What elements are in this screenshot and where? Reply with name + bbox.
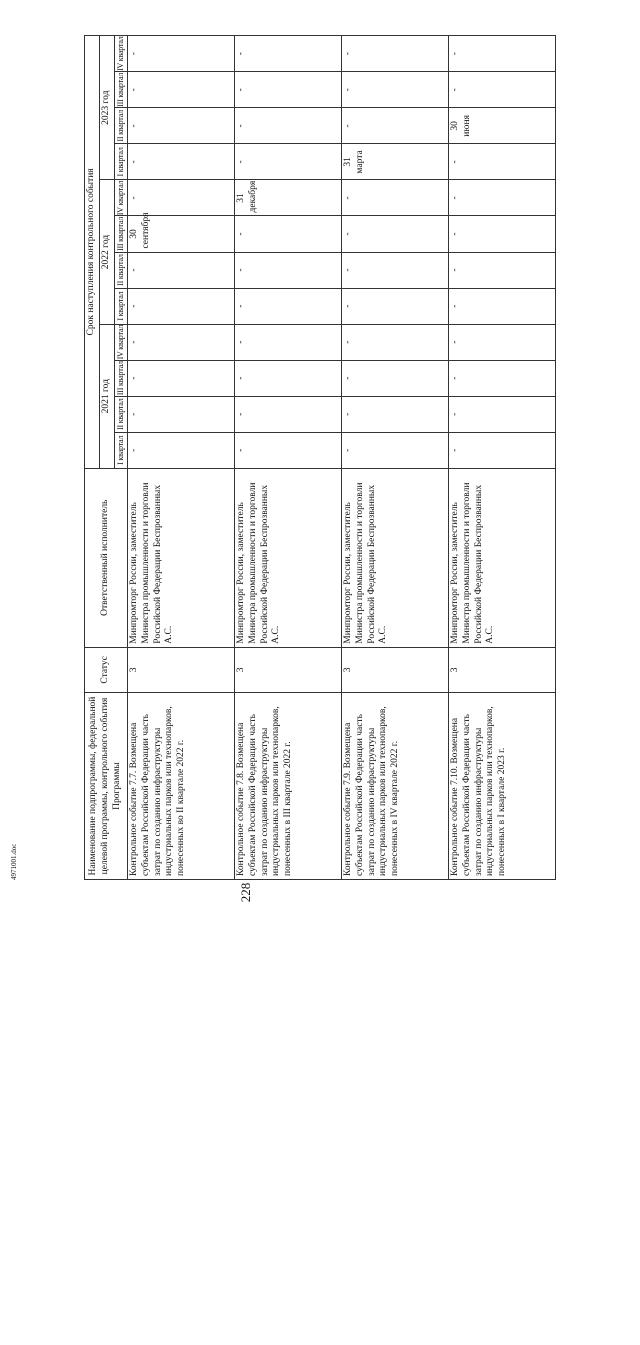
header-quarter: I квартал bbox=[114, 144, 127, 180]
table-row bbox=[234, 36, 341, 880]
event-name-cell: Контрольное событие 7.8. Возмещена субъектам Российской Федерации часть затрат по созданию инфраструктуры индустриальных парков или технопарков, понесенных в III квартале 2022 г. bbox=[234, 693, 341, 880]
page-number: 228 bbox=[238, 882, 253, 903]
deadline-cell: - bbox=[341, 216, 448, 252]
responsible-cell: Минпромторг России, заместитель Министра промышленности и торговли Российской Федерации Беспрозванных А.С. bbox=[127, 468, 234, 647]
deadline-cell: - bbox=[341, 288, 448, 324]
header-quarter: I квартал bbox=[114, 432, 127, 468]
deadline-cell: - bbox=[234, 36, 341, 72]
footer-code: 4971001.doc bbox=[10, 843, 18, 880]
deadline-cell: - bbox=[341, 396, 448, 432]
deadline-cell: - bbox=[234, 216, 341, 252]
deadline-cell: - bbox=[448, 180, 555, 216]
deadline-cell: - bbox=[234, 396, 341, 432]
deadline-cell: - bbox=[127, 144, 234, 180]
header-quarter: IV квартал bbox=[114, 180, 127, 216]
deadline-cell: - bbox=[448, 360, 555, 396]
deadline-cell: - bbox=[448, 288, 555, 324]
header-quarter: III квартал bbox=[114, 360, 127, 396]
header-quarter: I квартал bbox=[114, 288, 127, 324]
deadline-cell: - bbox=[127, 360, 234, 396]
deadline-cell: - bbox=[448, 216, 555, 252]
deadline-cell: - bbox=[127, 432, 234, 468]
deadline-cell: 31 марта bbox=[341, 144, 448, 180]
header-status: Статус bbox=[85, 647, 128, 692]
deadline-cell: - bbox=[341, 36, 448, 72]
status-cell: 3 bbox=[341, 647, 448, 692]
deadline-cell: - bbox=[448, 396, 555, 432]
deadline-cell: - bbox=[234, 252, 341, 288]
header-quarter: II квартал bbox=[114, 108, 127, 144]
header-quarter: III квартал bbox=[114, 216, 127, 252]
deadline-cell: 30 сентября bbox=[127, 216, 234, 252]
deadline-cell: - bbox=[234, 144, 341, 180]
deadline-cell: - bbox=[127, 396, 234, 432]
deadline-cell: - bbox=[341, 108, 448, 144]
header-year-2021: 2021 год bbox=[99, 324, 114, 468]
deadline-cell: - bbox=[234, 108, 341, 144]
event-name-cell: Контрольное событие 7.9. Возмещена субъектам Российской Федерации часть затрат по созданию инфраструктуры индустриальных парков или технопарков, понесенных в IV квартале 2022 г. bbox=[341, 693, 448, 880]
deadline-cell: - bbox=[448, 324, 555, 360]
header-responsible: Ответственный исполнитель bbox=[85, 468, 128, 647]
deadline-cell: - bbox=[234, 324, 341, 360]
deadline-cell: - bbox=[234, 360, 341, 396]
table-row bbox=[127, 36, 234, 880]
table-row bbox=[341, 36, 448, 880]
document-sheet bbox=[84, 35, 554, 880]
event-name-cell: Контрольное событие 7.10. Возмещена субъектам Российской Федерации часть затрат по созданию инфраструктуры индустриальных парков или технопарков, понесенных в I квартале 2023 г. bbox=[448, 693, 555, 880]
deadline-cell: 30 июня bbox=[448, 108, 555, 144]
deadline-cell: - bbox=[341, 432, 448, 468]
responsible-cell: Минпромторг России, заместитель Министра промышленности и торговли Российской Федерации Беспрозванных А.С. bbox=[448, 468, 555, 647]
deadline-cell: 31 декабря bbox=[234, 180, 341, 216]
deadline-cell: - bbox=[234, 72, 341, 108]
deadline-cell: - bbox=[448, 432, 555, 468]
deadline-cell: - bbox=[448, 252, 555, 288]
deadline-cell: - bbox=[448, 72, 555, 108]
deadline-cell: - bbox=[341, 72, 448, 108]
deadline-cell: - bbox=[127, 288, 234, 324]
deadline-cell: - bbox=[341, 252, 448, 288]
header-quarter: IV квартал bbox=[114, 36, 127, 72]
deadline-cell: - bbox=[448, 36, 555, 72]
header-year-2022: 2022 год bbox=[99, 180, 114, 324]
header-year-2023: 2023 год bbox=[99, 36, 114, 180]
header-deadline: Срок наступления контрольного события bbox=[85, 36, 100, 469]
deadline-cell: - bbox=[127, 252, 234, 288]
responsible-cell: Минпромторг России, заместитель Министра промышленности и торговли Российской Федерации Беспрозванных А.С. bbox=[341, 468, 448, 647]
deadline-cell: - bbox=[127, 72, 234, 108]
deadline-cell: - bbox=[127, 108, 234, 144]
deadline-cell: - bbox=[127, 324, 234, 360]
header-name: Наименование подпрограммы, федеральной целевой программы, контрольного события Программы bbox=[85, 693, 128, 880]
status-cell: 3 bbox=[127, 647, 234, 692]
deadline-cell: - bbox=[341, 324, 448, 360]
event-name-cell: Контрольное событие 7.7. Возмещена субъектам Российской Федерации часть затрат по созданию инфраструктуры индустриальных парков или технопарков, понесенных во II квартале 2022 г. bbox=[127, 693, 234, 880]
status-cell: 3 bbox=[448, 647, 555, 692]
table-row bbox=[448, 36, 555, 880]
deadline-cell: - bbox=[127, 36, 234, 72]
control-events-table bbox=[84, 35, 556, 880]
deadline-cell: - bbox=[127, 180, 234, 216]
deadline-cell: - bbox=[234, 432, 341, 468]
status-cell: 3 bbox=[234, 647, 341, 692]
table-body bbox=[127, 36, 555, 880]
header-quarter: II квартал bbox=[114, 252, 127, 288]
responsible-cell: Минпромторг России, заместитель Министра промышленности и торговли Российской Федерации Беспрозванных А.С. bbox=[234, 468, 341, 647]
header-quarter: II квартал bbox=[114, 396, 127, 432]
deadline-cell: - bbox=[448, 144, 555, 180]
deadline-cell: - bbox=[341, 360, 448, 396]
deadline-cell: - bbox=[341, 180, 448, 216]
header-quarter: III квартал bbox=[114, 72, 127, 108]
header-quarter: IV квартал bbox=[114, 324, 127, 360]
deadline-cell: - bbox=[234, 288, 341, 324]
